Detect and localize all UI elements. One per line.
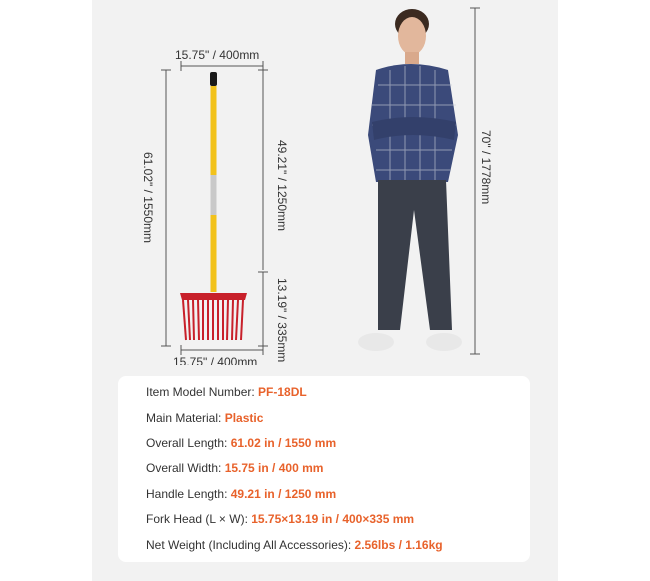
person-height-label: 70" / 1778mm (479, 130, 493, 205)
spec-material (146, 411, 263, 425)
spec-value: 49.21 in / 1250 mm (230, 487, 337, 501)
overall-length-dimension (141, 70, 171, 346)
spec-value: 2.56lbs / 1.16kg (354, 538, 443, 552)
spec-value: 15.75 in / 400 mm (224, 461, 324, 475)
spec-label: Main Material: (146, 411, 225, 425)
spec-value: PF-18DL (258, 385, 307, 399)
spec-label: Item Model Number: (146, 385, 259, 399)
handle-length-dimension (258, 70, 289, 270)
specifications-card (118, 376, 530, 562)
spec-handle-length (146, 487, 336, 501)
top-width-dimension (175, 48, 263, 71)
spec-value: 15.75×13.19 in / 400×335 mm (251, 512, 415, 526)
spec-label: Overall Length: (146, 436, 231, 450)
person-height-dimension (470, 8, 493, 354)
overall-length-label: 61.02" / 1550mm (141, 152, 155, 243)
top-width-label: 15.75" / 400mm (175, 48, 260, 62)
spec-overall-width (146, 461, 323, 475)
fork-head-length-label: 13.19" / 335mm (275, 278, 289, 363)
spec-overall-length (146, 436, 336, 450)
spec-label: Net Weight (Including All Accessories): (146, 538, 355, 552)
handle-length-label: 49.21" / 1250mm (275, 140, 289, 231)
spec-fork-head (146, 512, 414, 526)
spec-label: Handle Length: (146, 487, 231, 501)
bottom-width-dimension (173, 345, 263, 365)
spec-net-weight (146, 538, 443, 552)
fork-illustration (180, 72, 247, 340)
spec-label: Overall Width: (146, 461, 225, 475)
bottom-width-label: 15.75" / 400mm (173, 355, 258, 365)
spec-model-number (146, 385, 307, 399)
spec-label: Fork Head (L × W): (146, 512, 252, 526)
person-illustration (358, 9, 462, 351)
spec-value: 61.02 in / 1550 mm (230, 436, 337, 450)
spec-value: Plastic (224, 411, 264, 425)
